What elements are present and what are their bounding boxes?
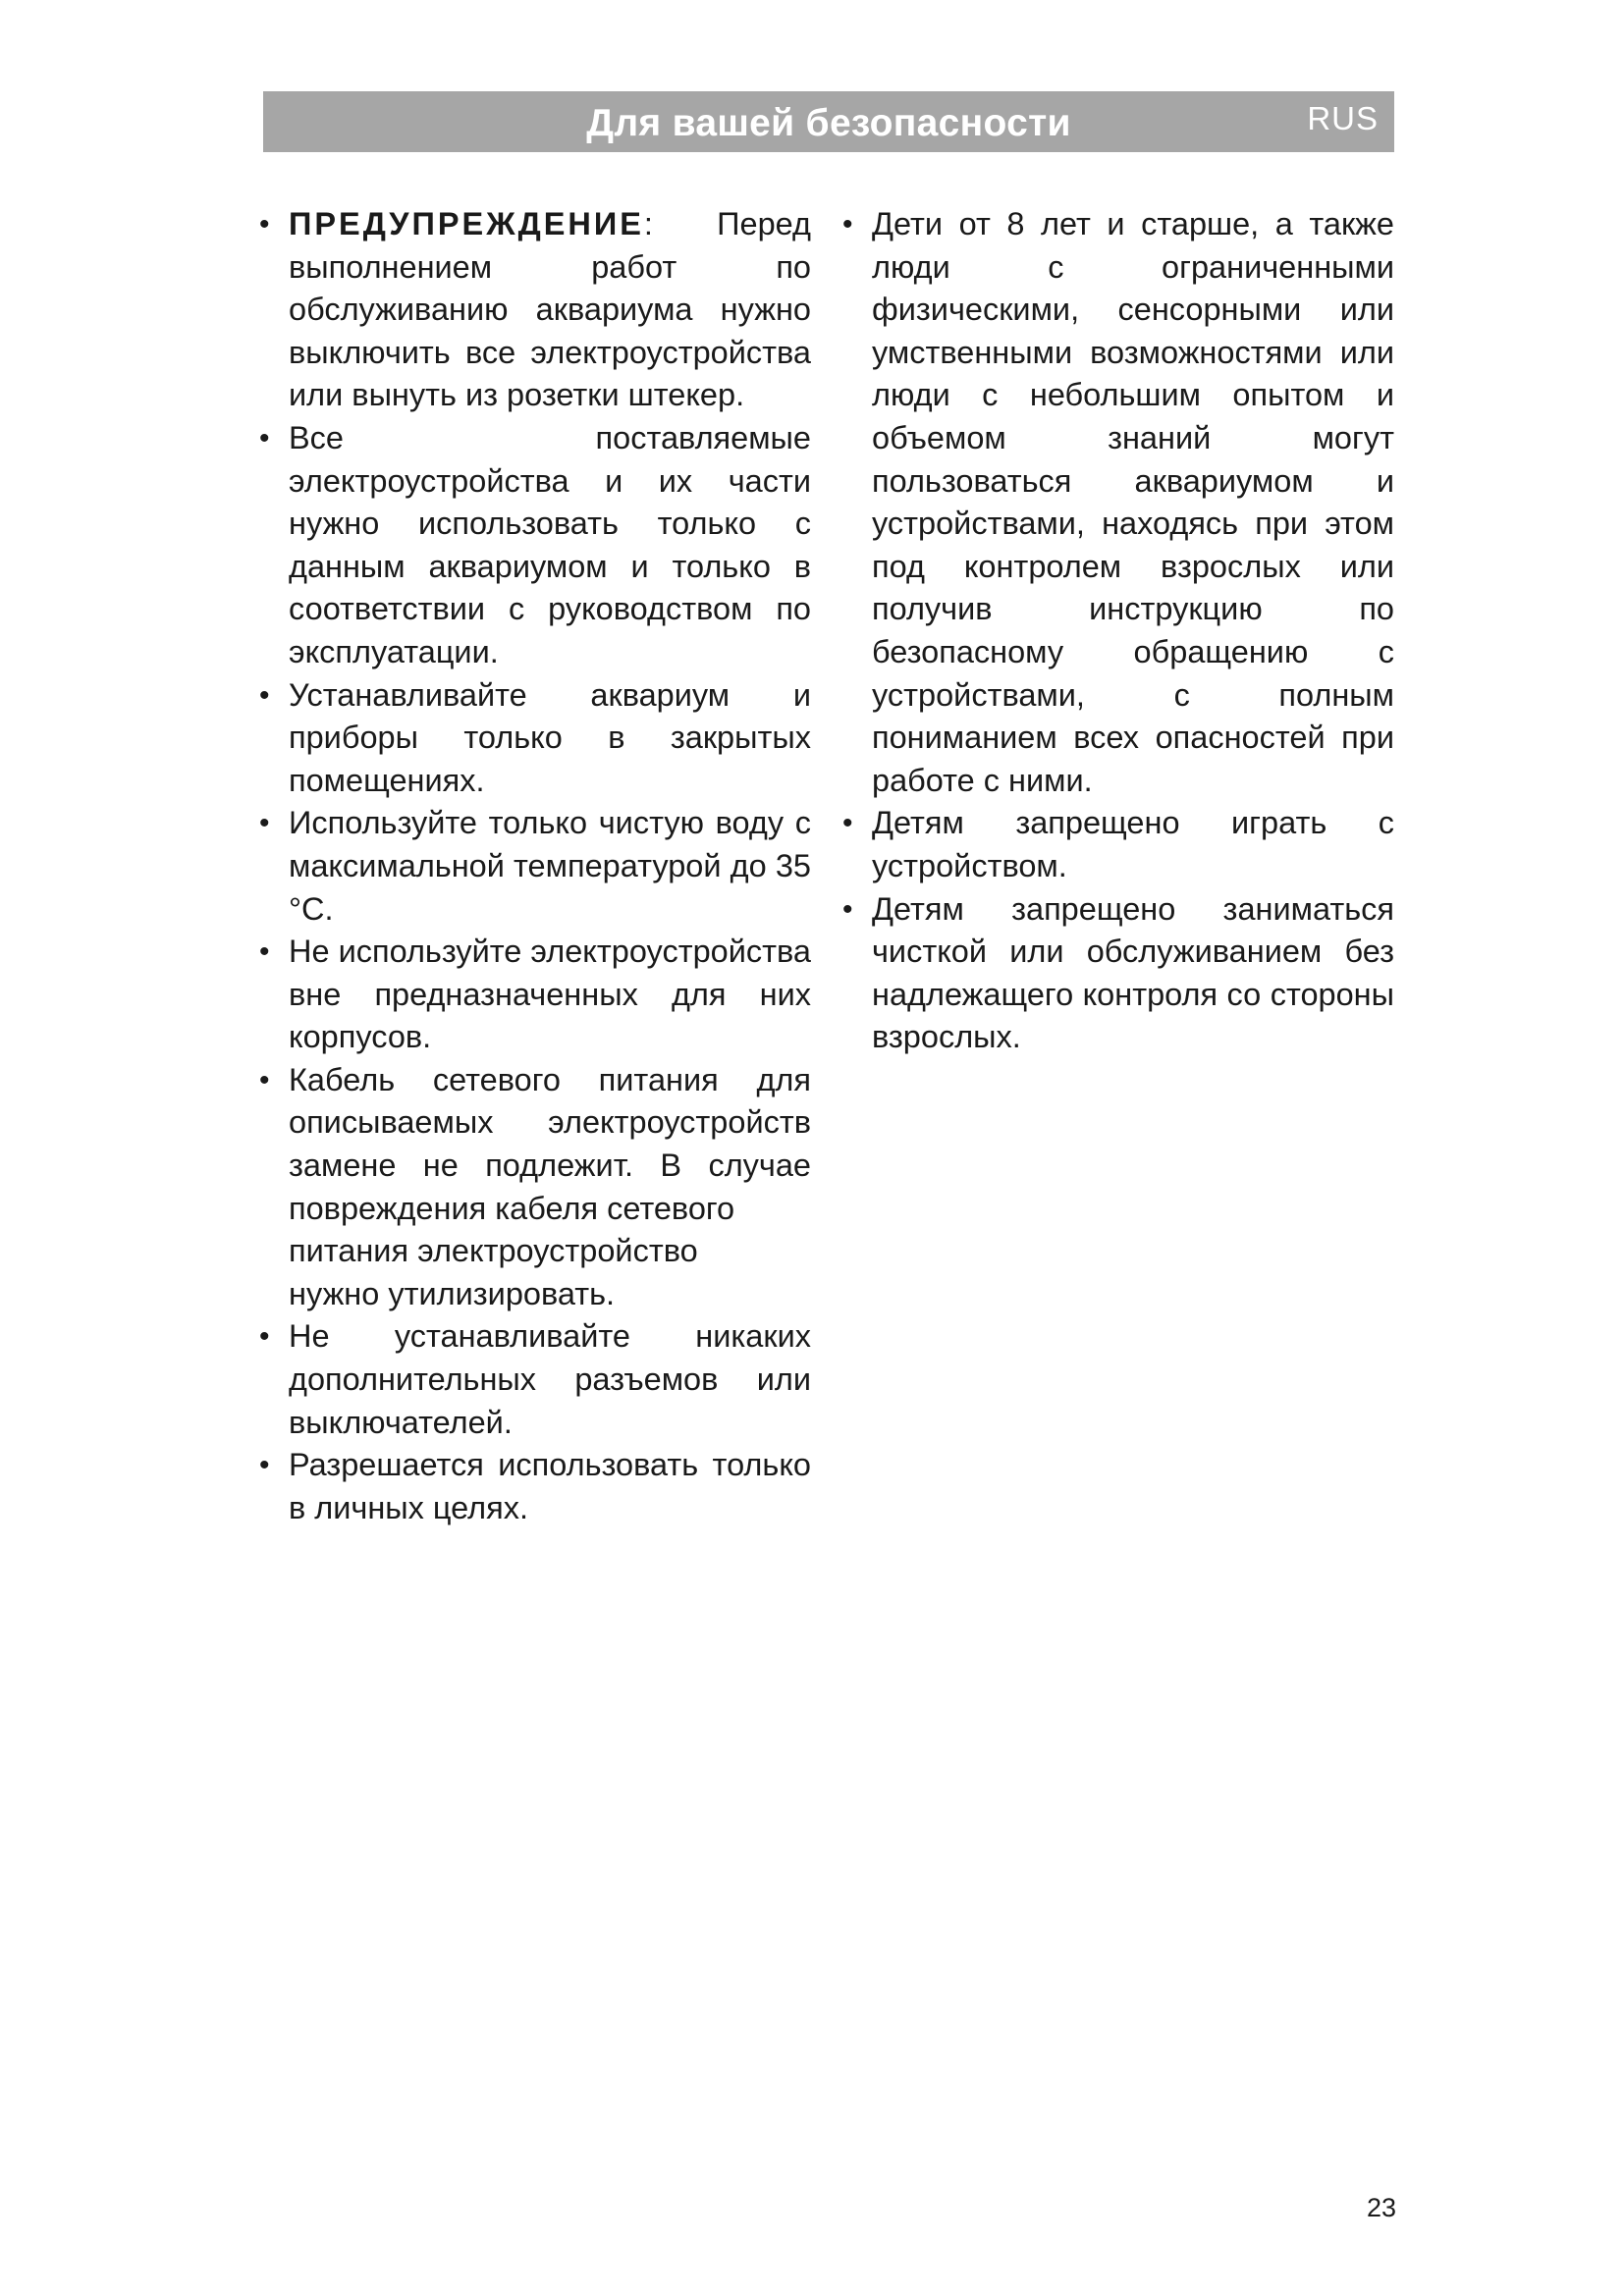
list-item [257,1315,811,1444]
language-label: RUS [1307,100,1379,136]
bullet-icon: • [259,1449,270,1482]
list-item [840,203,1394,802]
bullet-icon: • [842,208,853,240]
list-item-text-line: нужно утилизировать. [289,1275,616,1311]
list-item-text: Разрешается использовать только в личных целях. [289,1447,811,1525]
list-item-text: Не используйте электроустройства вне предназначенных для них корпусов. [289,934,811,1055]
bullet-icon: • [259,678,270,712]
list-item [257,1444,811,1529]
bullet-icon: • [259,1063,270,1096]
page-title: Для вашей безопасности [586,102,1071,144]
left-column [257,203,811,1529]
list-item [257,674,811,803]
bullet-icon: • [259,1320,270,1354]
list-item [257,417,811,674]
bullet-icon: • [259,421,270,454]
page-number: 23 [1367,2193,1397,2222]
list-item-text: Детям запрещено заниматься чисткой или обслуживанием без надлежащего контроля со стороны взрослых. [872,890,1394,1055]
list-item [840,888,1394,1059]
list-item [257,203,811,417]
warning-label: ПРЕДУПРЕЖДЕНИЕ [289,206,644,241]
bullet-icon: • [842,807,853,840]
bullet-icon: • [842,892,853,926]
list-item [840,802,1394,887]
list-item [257,931,811,1059]
list-item-text: Дети от 8 лет и старше, а также люди с ограниченными физическими, сенсорными или умственными возможностями или люди с небольшим опытом и объемом знаний могут пользоваться аквариумом и устройствами, находясь при этом под контролем взрослых или получив инструкцию по безопасному обращению с устройствами, с полным пониманием всех опасностей при работе с ними. [872,206,1394,798]
header-bar [263,91,1394,152]
right-column [840,203,1394,1059]
list-item-text: : Перед выполнением работ по обслуживанию аквариума нужно выключить все электроустройства или вынуть из розетки штекер. [289,206,811,413]
list-item [257,802,811,931]
list-item-text: Не устанавливайте никаких дополнительных разъемов или выключателей. [289,1318,811,1440]
list-item-text: Кабель сетевого питания для описываемых электроустройств замене не подлежит. В случае повреждения кабеля сетевого [289,1061,811,1226]
bullet-icon: • [259,208,270,240]
list-item-text-line: питания электроустройство [289,1233,698,1269]
list-item [257,1059,811,1316]
list-item-text: Устанавливайте аквариум и приборы только в закрытых помещениях. [289,676,811,798]
bullet-icon: • [259,807,270,840]
list-item-text: Все поставляемые электроустройства и их части нужно использовать только с данным аквариумом и только в соответствии с руководством по эксплуатации. [289,419,811,669]
bullet-icon: • [259,935,270,969]
list-item-text: Детям запрещено играть с устройством. [872,805,1394,883]
list-item-text: Используйте только чистую воду с максимальной температурой до 35 °C. [289,805,811,927]
